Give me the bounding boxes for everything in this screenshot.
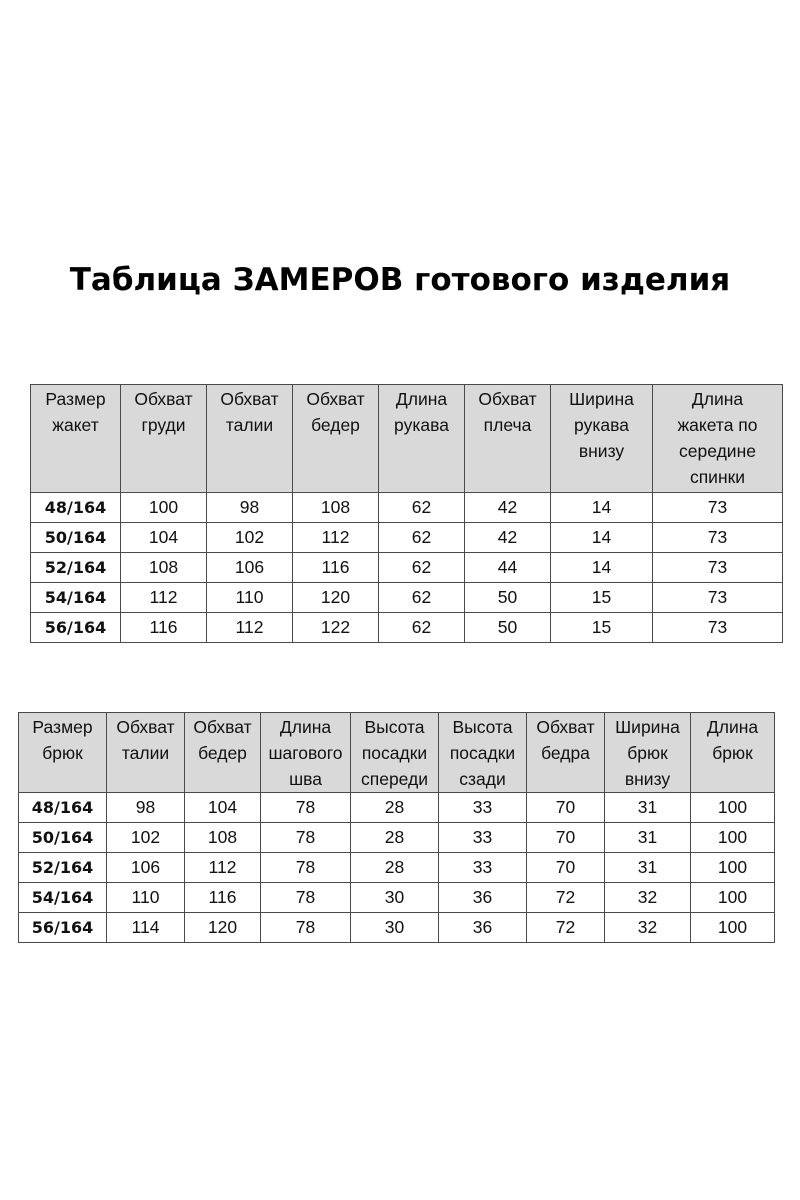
table-cell: 108: [293, 493, 379, 523]
table-cell: 50: [465, 583, 551, 613]
table-cell: 104: [185, 793, 261, 823]
table-cell: 72: [527, 883, 605, 913]
table-cell: 73: [653, 493, 783, 523]
table-cell: 33: [439, 823, 527, 853]
table-cell: 36: [439, 883, 527, 913]
size-cell: 50/164: [31, 523, 121, 553]
table-cell: 73: [653, 583, 783, 613]
table-row: [19, 913, 775, 943]
table-cell: 78: [261, 883, 351, 913]
table-cell: 42: [465, 523, 551, 553]
page-title: Таблица ЗАМЕРОВ готового изделия: [69, 262, 731, 298]
table-cell: 100: [691, 823, 775, 853]
pants-measurements-table: [18, 712, 775, 943]
table-cell: 15: [551, 583, 653, 613]
table-row: [31, 583, 783, 613]
table-cell: 78: [261, 853, 351, 883]
table-cell: 50: [465, 613, 551, 643]
jacket-header-sleeve-length: Длина рукава: [379, 385, 465, 493]
table-cell: 14: [551, 493, 653, 523]
table-cell: 33: [439, 793, 527, 823]
table-cell: 102: [207, 523, 293, 553]
table-cell: 28: [351, 853, 439, 883]
pants-header-waist: Обхват талии: [107, 713, 185, 793]
table-cell: 108: [185, 823, 261, 853]
jacket-header-waist: Обхват талии: [207, 385, 293, 493]
table-cell: 100: [691, 913, 775, 943]
jacket-header-shoulder: Обхват плеча: [465, 385, 551, 493]
table-cell: 112: [121, 583, 207, 613]
table-cell: 70: [527, 853, 605, 883]
size-cell: 54/164: [31, 583, 121, 613]
pants-header-row: [19, 713, 775, 793]
table-cell: 31: [605, 823, 691, 853]
table-cell: 112: [293, 523, 379, 553]
pants-header-size: Размер брюк: [19, 713, 107, 793]
jacket-header-chest: Обхват груди: [121, 385, 207, 493]
table-cell: 102: [107, 823, 185, 853]
table-cell: 116: [293, 553, 379, 583]
pants-header-inseam: Длина шагового шва: [261, 713, 351, 793]
size-cell: 48/164: [31, 493, 121, 523]
table-cell: 73: [653, 553, 783, 583]
size-cell: 54/164: [19, 883, 107, 913]
table-cell: 98: [207, 493, 293, 523]
table-cell: 30: [351, 913, 439, 943]
size-cell: 52/164: [19, 853, 107, 883]
table-cell: 106: [107, 853, 185, 883]
table-cell: 31: [605, 853, 691, 883]
table-cell: 100: [691, 853, 775, 883]
table-row: [31, 613, 783, 643]
table-cell: 112: [185, 853, 261, 883]
table-cell: 62: [379, 553, 465, 583]
table-cell: 108: [121, 553, 207, 583]
jacket-header-sleeve-width: Ширина рукава внизу: [551, 385, 653, 493]
pants-header-length: Длина брюк: [691, 713, 775, 793]
pants-header-hips: Обхват бедер: [185, 713, 261, 793]
table-cell: 104: [121, 523, 207, 553]
table-row: [19, 853, 775, 883]
table-cell: 70: [527, 793, 605, 823]
table-cell: 100: [691, 793, 775, 823]
table-cell: 112: [207, 613, 293, 643]
table-cell: 62: [379, 493, 465, 523]
size-cell: 56/164: [19, 913, 107, 943]
table-cell: 14: [551, 523, 653, 553]
table-cell: 31: [605, 793, 691, 823]
table-cell: 32: [605, 913, 691, 943]
table-cell: 33: [439, 853, 527, 883]
table-cell: 116: [185, 883, 261, 913]
table-cell: 72: [527, 913, 605, 943]
table-cell: 73: [653, 613, 783, 643]
jacket-header-back-length: Длина жакета по середине спинки: [653, 385, 783, 493]
jacket-header-hips: Обхват бедер: [293, 385, 379, 493]
size-cell: 56/164: [31, 613, 121, 643]
jacket-measurements-table: [30, 384, 783, 643]
size-cell: 48/164: [19, 793, 107, 823]
table-cell: 120: [185, 913, 261, 943]
table-cell: 14: [551, 553, 653, 583]
table-cell: 100: [121, 493, 207, 523]
table-cell: 110: [107, 883, 185, 913]
table-cell: 73: [653, 523, 783, 553]
table-cell: 98: [107, 793, 185, 823]
table-cell: 116: [121, 613, 207, 643]
table-cell: 70: [527, 823, 605, 853]
table-cell: 78: [261, 793, 351, 823]
table-cell: 42: [465, 493, 551, 523]
table-cell: 62: [379, 613, 465, 643]
table-row: [31, 523, 783, 553]
table-cell: 122: [293, 613, 379, 643]
table-cell: 32: [605, 883, 691, 913]
table-cell: 100: [691, 883, 775, 913]
table-cell: 114: [107, 913, 185, 943]
table-cell: 62: [379, 523, 465, 553]
table-cell: 120: [293, 583, 379, 613]
table-cell: 30: [351, 883, 439, 913]
table-row: [31, 553, 783, 583]
table-row: [19, 883, 775, 913]
table-cell: 62: [379, 583, 465, 613]
pants-header-back-rise: Высота посадки сзади: [439, 713, 527, 793]
table-cell: 78: [261, 913, 351, 943]
table-row: [31, 493, 783, 523]
size-cell: 50/164: [19, 823, 107, 853]
table-cell: 36: [439, 913, 527, 943]
table-cell: 15: [551, 613, 653, 643]
table-cell: 28: [351, 793, 439, 823]
table-cell: 28: [351, 823, 439, 853]
pants-header-front-rise: Высота посадки спереди: [351, 713, 439, 793]
jacket-header-row: [31, 385, 783, 493]
jacket-header-size: Размер жакет: [31, 385, 121, 493]
table-cell: 44: [465, 553, 551, 583]
table-row: [19, 793, 775, 823]
pants-header-hem-width: Ширина брюк внизу: [605, 713, 691, 793]
table-cell: 110: [207, 583, 293, 613]
pants-header-thigh: Обхват бедра: [527, 713, 605, 793]
table-cell: 106: [207, 553, 293, 583]
table-row: [19, 823, 775, 853]
size-cell: 52/164: [31, 553, 121, 583]
table-cell: 78: [261, 823, 351, 853]
